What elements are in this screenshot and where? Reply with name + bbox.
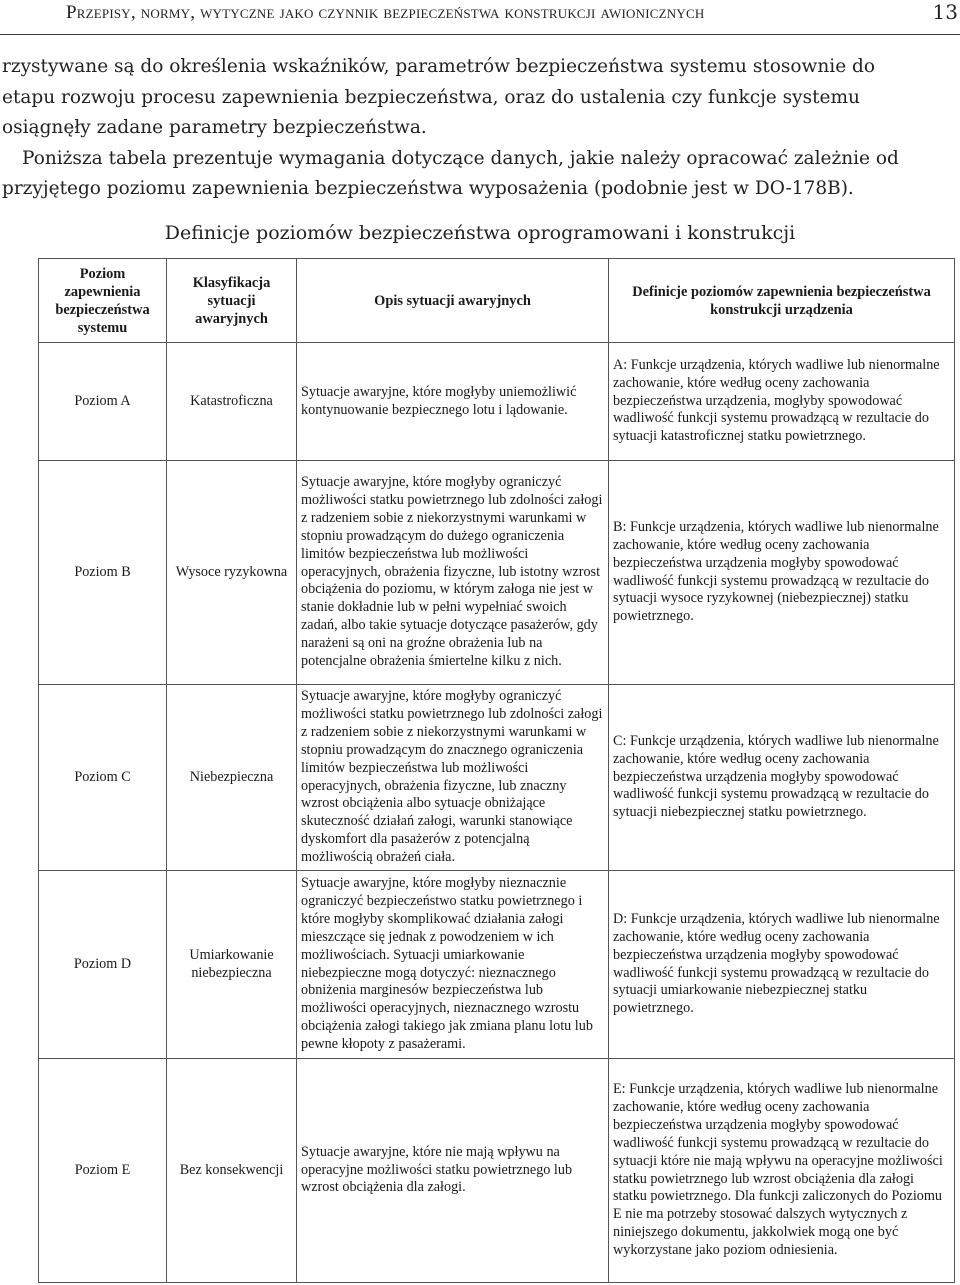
definition-cell: C: Funkcje urządzenia, których wadliwe lub nienormalne zachowanie, które według oceny zachowania bezpieczeństwa urządzenia mogłyby spowodować wadliwość funkcji systemu prowadzącą w rezultacie do sytuacji niebezpiecznej statku powietrznego.	[609, 685, 955, 871]
table-caption: Definicje poziomów bezpieczeństwa oprogramowani i konstrukcji	[164, 222, 796, 244]
safety-levels-table	[38, 258, 955, 1283]
table-row	[39, 461, 955, 685]
definition-cell: A: Funkcje urządzenia, których wadliwe lub nienormalne zachowanie, które według oceny zachowania bezpieczeństwa urządzenia, mogłyby spowodować wadliwość funkcji systemu prowadzącą w rezultacie do sytuacji katastroficznej statku powietrznego.	[609, 343, 955, 461]
table-row	[39, 1059, 955, 1283]
page-header	[0, 0, 960, 35]
table-header-row	[39, 259, 955, 343]
paragraph-line: osiągnęły zadane parametry bezpieczeństwa.	[2, 117, 427, 138]
classification-cell: Niebezpieczna	[167, 685, 297, 871]
description-cell: Sytuacje awaryjne, które mogłyby ograniczyć możliwości statku powietrznego lub zdolności załogi z radzeniem sobie z niekorzystnymi warunkami w stopniu prowadzącym do znacznego ograniczenia limitów bezpieczeństwa lub możliwości operacyjnych, obrażenia fizyczne, lub znaczny wzrost obciążenia albo sytuacje obniżające skuteczność działań załogi, warunki stanowiące dyskomfort dla pasażerów z potencjalną możliwością obrażeń ciała.	[297, 685, 609, 871]
page-number: 13	[932, 0, 958, 24]
description-cell: Sytuacje awaryjne, które mogłyby nieznacznie ograniczyć bezpieczeństwo statku powietrznego i które mogłyby skomplikować działania załogi mieszczące się jednak z powodzeniem w ich możliwościach. Sytuacji umiarkowanie niebezpieczne mogą dotyczyć: nieznacznego obniżenia marginesów bezpieczeństwa lub możliwości operacyjnych, nieznacznego wzrostu obciążenia załogi takiego jak zmiana planu lotu lub pewne kłopoty z pasażerami.	[297, 871, 609, 1059]
level-cell: Poziom A	[39, 343, 167, 461]
paragraph-line: rzystywane są do określenia wskaźników, parametrów bezpieczeństwa systemu stosownie do	[2, 56, 876, 77]
paragraph-line: przyjętego poziomu zapewnienia bezpieczeństwa wyposażenia (podobnie jest w DO-178B).	[2, 178, 854, 199]
table-row	[39, 685, 955, 871]
column-header-definition: Definicje poziomów zapewnienia bezpieczeństwa konstrukcji urządzenia	[609, 259, 955, 343]
level-cell: Poziom E	[39, 1059, 167, 1283]
table-row	[39, 871, 955, 1059]
column-header-level: Poziom zapewnienia bezpieczeństwa systemu	[39, 259, 167, 343]
level-cell: Poziom B	[39, 461, 167, 685]
description-cell: Sytuacje awaryjne, które nie mają wpływu na operacyjne możliwości statku powietrznego lub wzrost obciążenia dla załogi.	[297, 1059, 609, 1283]
definition-cell: D: Funkcje urządzenia, których wadliwe lub nienormalne zachowanie, które według oceny zachowania bezpieczeństwa urządzenia mogłyby spowodować wadliwość funkcji systemu prowadzącą w rezultacie do sytuacji umiarkowanie niebezpiecznej statku powietrznego.	[609, 871, 955, 1059]
definition-cell: B: Funkcje urządzenia, których wadliwe lub nienormalne zachowanie, które według oceny zachowania bezpieczeństwa urządzenia mogłyby spowodować wadliwość funkcji systemu prowadzącą w rezultacie do sytuacji wysoce ryzykownej (niebezpiecznej) statku powietrznego.	[609, 461, 955, 685]
classification-cell: Katastroficzna	[167, 343, 297, 461]
level-cell: Poziom D	[39, 871, 167, 1059]
paragraph-line: etapu rozwoju procesu zapewnienia bezpieczeństwa, oraz do ustalenia czy funkcje systemu	[2, 86, 860, 108]
column-header-description: Opis sytuacji awaryjnych	[297, 259, 609, 343]
table-row	[39, 343, 955, 461]
classification-cell: Bez konsekwencji	[167, 1059, 297, 1283]
definition-cell: E: Funkcje urządzenia, których wadliwe lub nienormalne zachowanie, które według oceny zachowania bezpieczeństwa urządzenia mogłyby spowodować wadliwość funkcji systemu prowadzącą w rezultacie do sytuacji które nie mają wpływu na operacyjne możliwości statku powietrznego lub wzrost obciążenia dla załogi statku powietrznego. Dla funkcji zaliczonych do Poziomu E nie ma potrzeby stosować dalszych wytycznych z niniejszego dokumentu, jakkolwiek mogą one być wykorzystane jako poziom odniesienia.	[609, 1059, 955, 1283]
body-text	[2, 52, 960, 205]
description-cell: Sytuacje awaryjne, które mogłyby ograniczyć możliwości statku powietrznego lub zdolności załogi z radzeniem sobie z niekorzystnymi warunkami w stopniu prowadzącym do dużego ograniczenia limitów bezpieczeństwa lub możliwości operacyjnych, obrażenia fizyczne, lub istotny wzrost obciążenia do poziomu, w którym załoga nie jest w stanie dokładnie lub w pełni wypełniać swoich zadań, albo takie sytuacje dotyczące pasażerów, gdy narażeni są oni na groźne obrażenia lub na potencjalne obrażenia śmiertelne kilku z nich.	[297, 461, 609, 685]
column-header-classification: Klasyfikacja sytuacji awaryjnych	[167, 259, 297, 343]
classification-cell: Umiarkowanie niebezpieczna	[167, 871, 297, 1059]
classification-cell: Wysoce ryzykowna	[167, 461, 297, 685]
paragraph-line: Poniższa tabela prezentuje wymagania dotyczące danych, jakie należy opracować zależnie od	[22, 147, 899, 169]
running-title: Przepisy, normy, wytyczne jako czynnik bezpieczeństwa konstrukcji awionicznych	[66, 2, 705, 23]
level-cell: Poziom C	[39, 685, 167, 871]
description-cell: Sytuacje awaryjne, które mogłyby uniemożliwić kontynuowanie bezpiecznego lotu i lądowanie.	[297, 343, 609, 461]
